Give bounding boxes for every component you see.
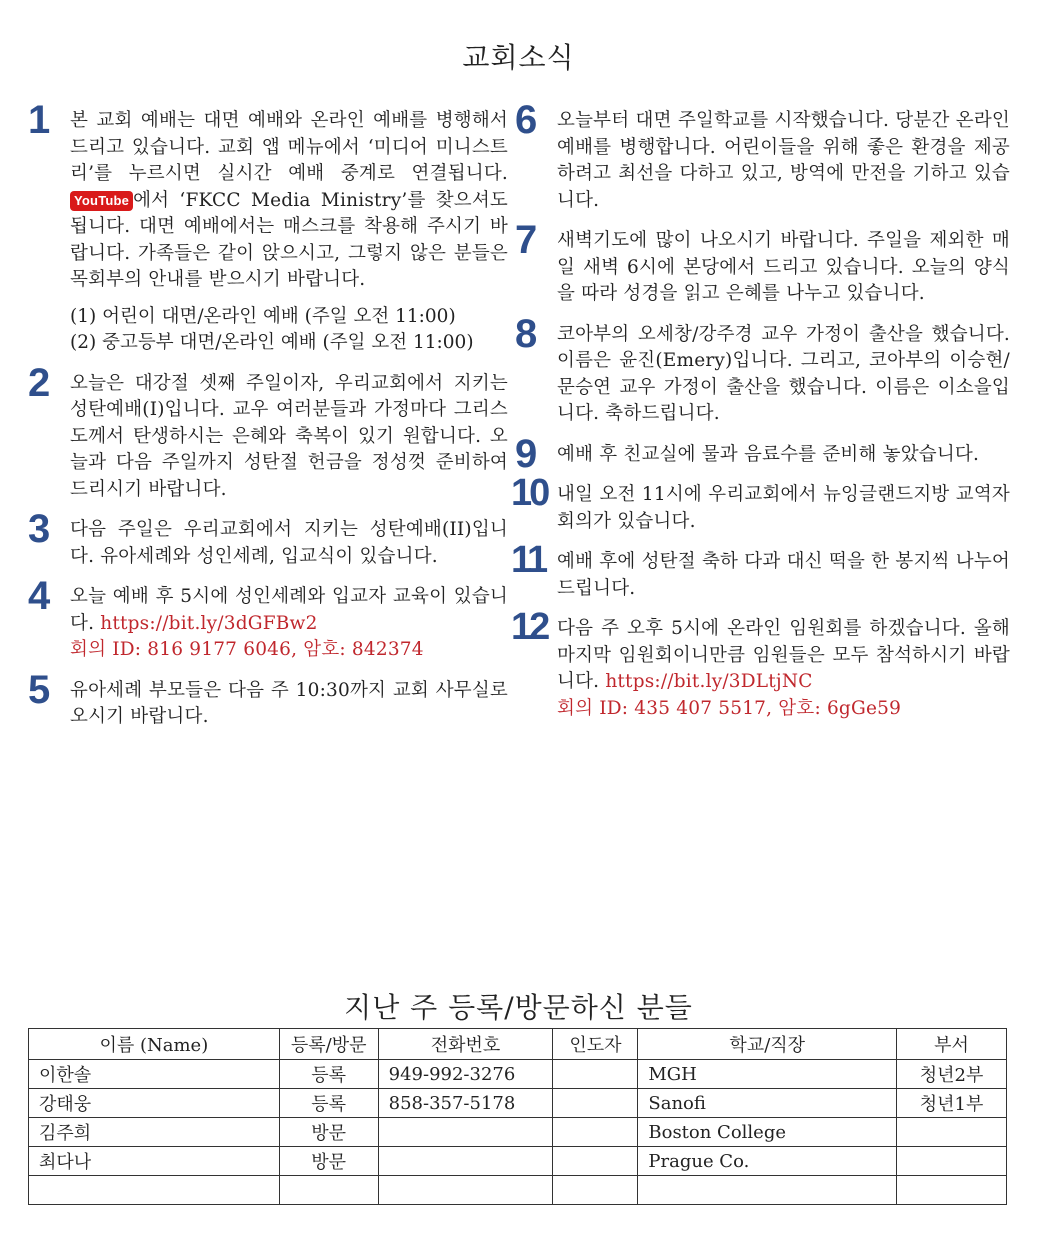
item-text: 예배 후에 성탄절 축하 다과 대신 떡을 한 봉지씩 나누어 드립니다. bbox=[557, 551, 1010, 599]
item-text: 오늘은 대강절 셋째 주일이자, 우리교회에서 지키는 성탄예배(I)입니다. 교우 여러분들과 가정마다 그리스도께서 탄생하시는 은혜와 축복이 있기 원합니다. 오늘과 다음 주일까지 성탄절 헌금을 정성껏 준비하여 드리시기 바랍니다. bbox=[70, 372, 508, 500]
meeting-info: 회의 ID: 435 407 5517, 암호: 6gGe59 bbox=[557, 697, 902, 719]
cell-phone bbox=[378, 1118, 553, 1147]
news-item-6 bbox=[515, 98, 1010, 214]
column-header: 부서 bbox=[897, 1029, 1007, 1060]
sub-item-2: (2) 중고등부 대면/온라인 예배 (주일 오전 11:00) bbox=[70, 332, 474, 353]
item-text: 내일 오전 11시에 우리교회에서 뉴잉글랜드지방 교역자 회의가 있습니다. bbox=[557, 484, 1010, 532]
item-text: 새벽기도에 많이 나오시기 바랍니다. 주일을 제외한 매일 새벽 6시에 본당에서 드리고 있습니다. 오늘의 양식을 따라 성경을 읽고 은혜를 나누고 있습니다. bbox=[557, 230, 1010, 304]
item-text: 유아세례 부모들은 다음 주 10:30까지 교회 사무실로 오시기 바랍니다. bbox=[70, 679, 508, 727]
visitors-table bbox=[28, 1028, 1007, 1205]
cell-type: 등록 bbox=[279, 1060, 378, 1089]
meeting-info: 회의 ID: 816 9177 6046, 암호: 842374 bbox=[70, 639, 424, 660]
news-item-9 bbox=[515, 431, 1010, 476]
cell-type: 방문 bbox=[279, 1147, 378, 1176]
news-item-4 bbox=[28, 574, 508, 664]
column-header: 학교/직장 bbox=[638, 1029, 897, 1060]
item-number: 1 bbox=[28, 98, 51, 142]
item-text: 다음 주일은 우리교회에서 지키는 성탄예배(II)입니다. 유아세례와 성인세례, 입교식이 있습니다. bbox=[70, 519, 508, 567]
cell-guide bbox=[553, 1060, 638, 1089]
cell-school-work: Prague Co. bbox=[638, 1147, 897, 1176]
item-number: 2 bbox=[28, 360, 51, 405]
youtube-logo-icon[interactable]: YouTube bbox=[70, 191, 133, 211]
item-number: 12 bbox=[511, 606, 548, 648]
news-item-5 bbox=[28, 667, 508, 731]
news-column-right bbox=[511, 98, 1010, 736]
item-text-cont: 에서 ‘FKCC Media Ministry’를 찾으셔도 됩니다. 대면 예배에서는 매스크를 착용해 주시기 바랍니다. 가족들은 같이 앉으시고, 그렇지 않은 분들은 목회부의 안내를 받으시기 바랍니다. bbox=[70, 189, 508, 290]
item-number: 4 bbox=[28, 574, 51, 618]
item-number: 7 bbox=[515, 218, 538, 262]
news-item-1 bbox=[28, 98, 508, 357]
zoom-link[interactable]: https://bit.ly/3dGFBw2 bbox=[100, 612, 318, 634]
news-column-left bbox=[28, 98, 508, 745]
column-header: 등록/방문 bbox=[279, 1029, 378, 1060]
cell-type: 방문 bbox=[279, 1118, 378, 1147]
cell-phone: 858-357-5178 bbox=[378, 1089, 553, 1118]
cell-school-work: Boston College bbox=[638, 1118, 897, 1147]
cell-phone bbox=[378, 1147, 553, 1176]
news-item-8 bbox=[515, 311, 1010, 428]
news-item-2 bbox=[28, 360, 508, 504]
cell-name bbox=[29, 1176, 280, 1205]
news-item-10 bbox=[511, 472, 1010, 535]
cell-dept bbox=[897, 1176, 1007, 1205]
cell-school-work bbox=[638, 1176, 897, 1205]
sub-item-1: (1) 어린이 대면/온라인 예배 (주일 오전 11:00) bbox=[70, 305, 456, 327]
item-text: 코아부의 오세창/강주경 교우 가정이 출산을 했습니다. 이름은 윤진(Emery)입니다. 그리고, 코아부의 이승현/문승연 교우 가정이 출산을 했습니다. 이름은 이소을입니다. 축하드립니다. bbox=[557, 323, 1010, 424]
cell-name: 김주희 bbox=[29, 1118, 280, 1147]
news-item-7 bbox=[515, 218, 1010, 308]
cell-phone bbox=[378, 1176, 553, 1205]
item-number: 9 bbox=[515, 431, 538, 476]
table-row bbox=[29, 1176, 1007, 1205]
column-header: 전화번호 bbox=[378, 1029, 553, 1060]
item-text: 오늘부터 대면 주일학교를 시작했습니다. 당분간 온라인예배를 병행합니다. 어린이들을 위해 좋은 환경을 제공하려고 최선을 다하고 있고, 방역에 만전을 기하고 있습니다. bbox=[557, 110, 1010, 211]
item-text: 예배 후 친교실에 물과 음료수를 준비해 놓았습니다. bbox=[557, 443, 980, 465]
item-number: 3 bbox=[28, 507, 51, 551]
cell-phone: 949-992-3276 bbox=[378, 1060, 553, 1089]
table-row bbox=[29, 1147, 1007, 1176]
news-item-12 bbox=[511, 606, 1010, 722]
news-item-3 bbox=[28, 507, 508, 570]
visitors-table-title: 지난 주 등록/방문하신 분들 bbox=[344, 991, 693, 1024]
item-number: 8 bbox=[515, 311, 538, 356]
cell-type: 등록 bbox=[279, 1089, 378, 1118]
item-text: 본 교회 예배는 대면 예배와 온라인 예배를 병행해서 드리고 있습니다. 교회 앱 메뉴에서 ‘미디어 미니스트리’를 누르시면 실시간 예배 중계로 연결됩니다. bbox=[70, 110, 508, 184]
cell-type bbox=[279, 1176, 378, 1205]
cell-dept bbox=[897, 1118, 1007, 1147]
item-number: 6 bbox=[515, 98, 538, 142]
zoom-link[interactable]: https://bit.ly/3DLtjNC bbox=[605, 671, 813, 692]
cell-name: 이한솔 bbox=[29, 1060, 280, 1089]
cell-dept: 청년2부 bbox=[897, 1060, 1007, 1089]
cell-name: 최다나 bbox=[29, 1147, 280, 1176]
item-number: 11 bbox=[511, 539, 546, 581]
item-number: 10 bbox=[511, 472, 548, 514]
item-text: 오늘 예배 후 5시에 성인세례와 입교자 교육이 있습니다. bbox=[70, 586, 508, 634]
cell-dept bbox=[897, 1147, 1007, 1176]
cell-dept: 청년1부 bbox=[897, 1089, 1007, 1118]
cell-guide bbox=[553, 1147, 638, 1176]
column-header: 이름 (Name) bbox=[29, 1029, 280, 1060]
column-header: 인도자 bbox=[553, 1029, 638, 1060]
item-number: 5 bbox=[28, 667, 51, 712]
table-header-row bbox=[29, 1029, 1007, 1060]
table-row bbox=[29, 1060, 1007, 1089]
page-title: 교회소식 bbox=[462, 41, 575, 74]
cell-school-work: Sanofi bbox=[638, 1089, 897, 1118]
cell-school-work: MGH bbox=[638, 1060, 897, 1089]
table-row bbox=[29, 1089, 1007, 1118]
news-item-11 bbox=[511, 539, 1010, 602]
table-row bbox=[29, 1118, 1007, 1147]
item-text: 다음 주 오후 5시에 온라인 임원회를 하겠습니다. 올해 마지막 임원회이니만큼 임원들은 모두 참석하시기 바랍니다. bbox=[557, 618, 1010, 692]
cell-name: 강태웅 bbox=[29, 1089, 280, 1118]
cell-guide bbox=[553, 1089, 638, 1118]
cell-guide bbox=[553, 1176, 638, 1205]
cell-guide bbox=[553, 1118, 638, 1147]
